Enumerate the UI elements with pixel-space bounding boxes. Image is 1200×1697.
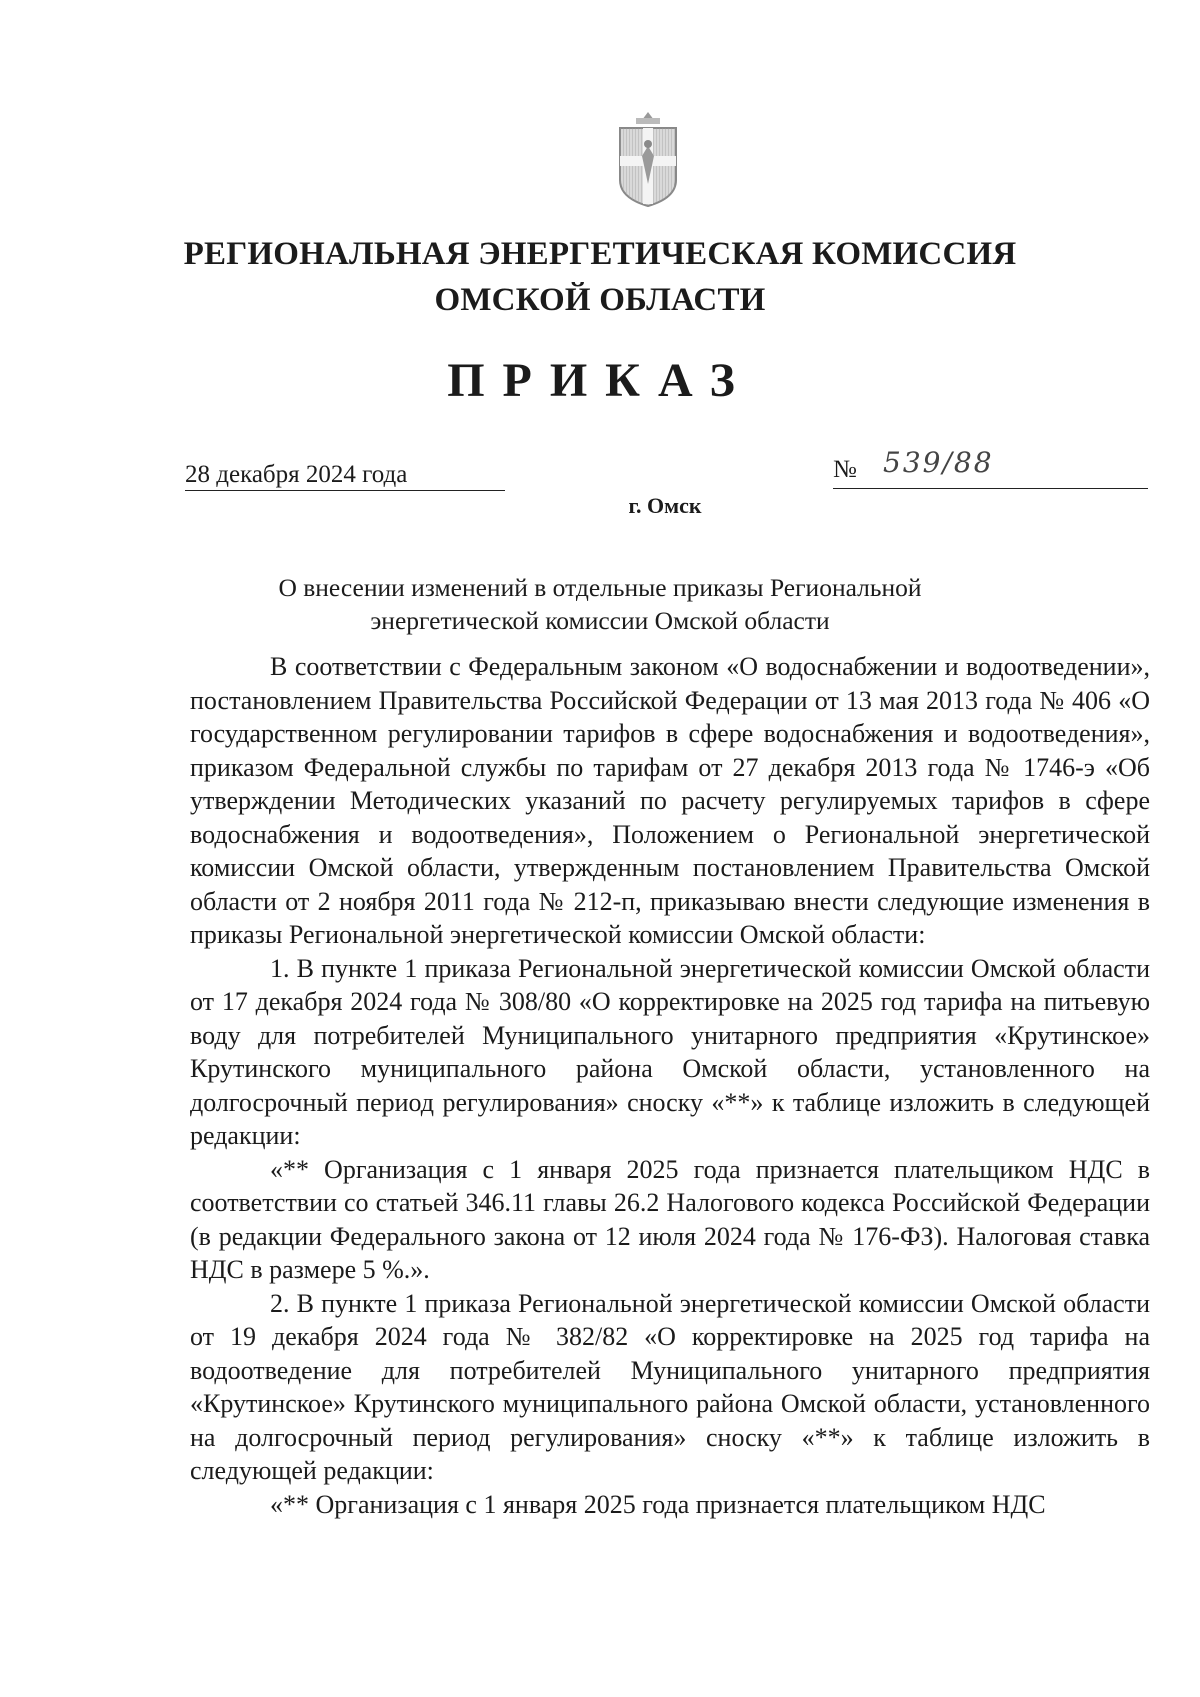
organization-name-line1: РЕГИОНАЛЬНАЯ ЭНЕРГЕТИЧЕСКАЯ КОМИССИЯ	[183, 236, 1017, 272]
document-number-field	[833, 446, 1148, 489]
body-paragraph-footnote2: «** Организация с 1 января 2025 года признается плательщиком НДС	[270, 1489, 1046, 1519]
document-city: г. Омск	[628, 493, 702, 518]
organization-name-line2: ОМСКОЙ ОБЛАСТИ	[434, 282, 766, 318]
omsk-region-coat-of-arms-icon	[614, 110, 682, 210]
body-paragraph-footnote1: «** Организация с 1 января 2025 года признается плательщиком НДС в соответствии со статьей 346.11 главы 26.2 Налогового кодекса Российской Федерации (в редакции Федерального закона от 12 июля 2024 года № 176-ФЗ). Налоговая ставка НДС в размере 5 %.».	[190, 1154, 1150, 1284]
body-paragraph-preamble: В соответствии с Федеральным законом «О водоснабжении и водоотведении», постановлением Правительства Российской Федерации от 13 мая 2013 года № 406 «О государственном регулировании тарифов в сфере водоснабжения и водоотведения», приказом Федеральной службы по тарифам от 27 декабря 2013 года № 1746-э «Об утверждении Методических указаний по расчету регулируемых тарифов в сфере водоснабжения и водоотведения», Положением о Региональной энергетической комиссии Омской области, утвержденным постановлением Правительства Омской области от 2 ноября 2011 года № 212-п, приказываю внести следующие изменения в приказы Региональной энергетической комиссии Омской области:	[190, 652, 1150, 949]
body-paragraph-item1: 1. В пункте 1 приказа Региональной энергетической комиссии Омской области от 17 декабря 2024 года № 308/80 «О корректировке на 2025 год тарифа на питьевую воду для потребителей Муниципального унитарного предприятия «Крутинское» Крутинского муниципального района Омской области, установленного на долгосрочный период регулирования» сноску «**» к таблице изложить в следующей редакции:	[190, 953, 1150, 1150]
number-sign: №	[833, 456, 857, 483]
document-type-title: ПРИКАЗ	[447, 354, 753, 407]
document-subject-line2: энергетической комиссии Омской области	[370, 606, 830, 635]
document-date: 28 декабря 2024 года	[185, 460, 505, 491]
document-number-handwritten: 539/88	[883, 446, 994, 479]
document-body	[190, 650, 1150, 1521]
body-paragraph-item2: 2. В пункте 1 приказа Региональной энергетической комиссии Омской области от 19 декабря 2024 года № 382/82 «О корректировке на 2025 год тарифа на водоотведение для потребителей Муниципального унитарного предприятия «Крутинское» Крутинского муниципального района Омской области, установленного на долгосрочный период регулирования» сноску «**» к таблице изложить в следующей редакции:	[190, 1288, 1150, 1485]
document-subject-line1: О внесении изменений в отдельные приказы Региональной	[278, 573, 922, 602]
